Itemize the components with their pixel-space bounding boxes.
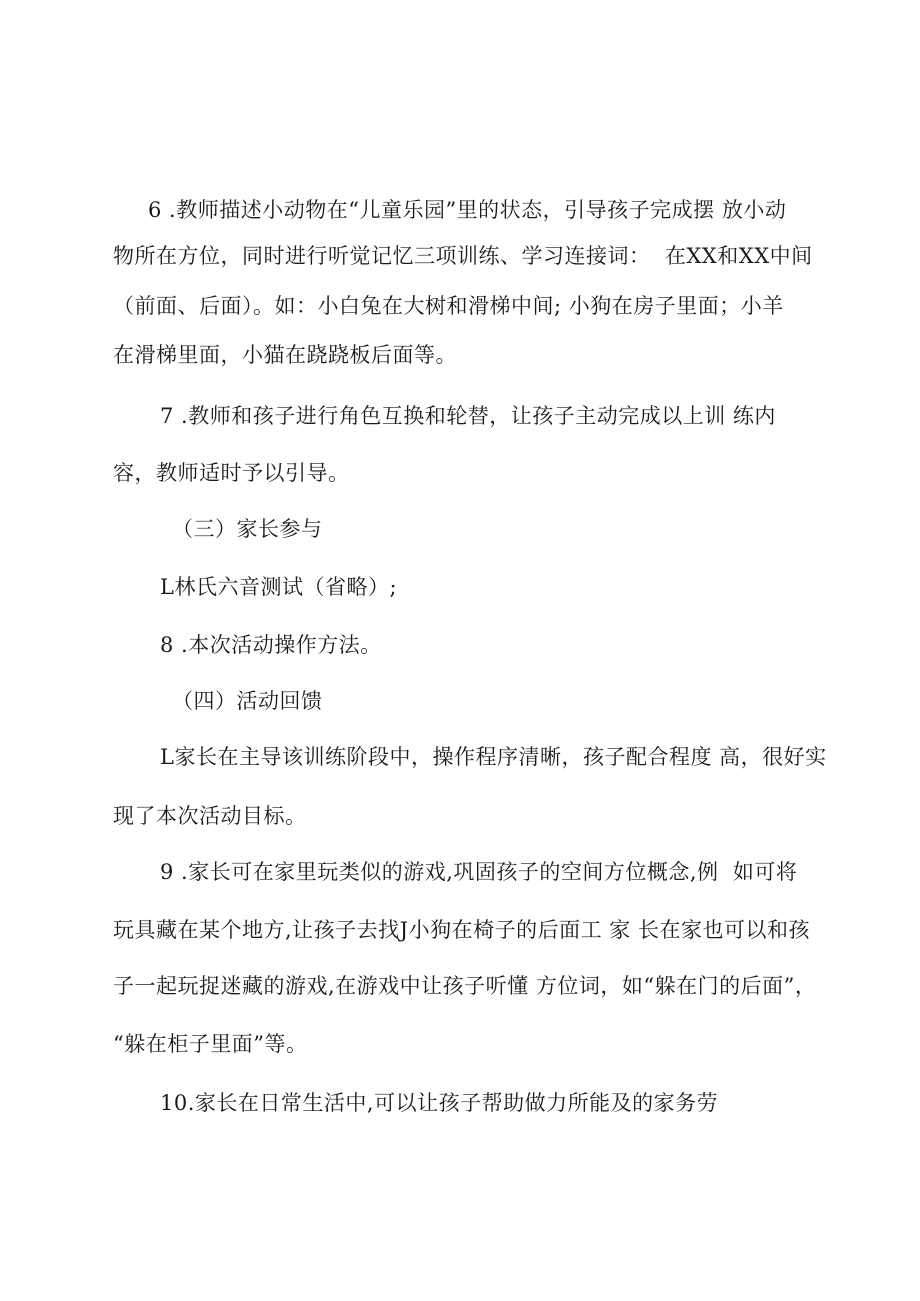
item-l1-line: L林氏六音测试（省略）; <box>160 575 398 599</box>
item-7-line-1: 7 .教师和孩子进行角色互换和轮替，让孩子主动完成以上训 练内 <box>160 404 776 428</box>
item-l2-line-2: 现了本次活动目标。 <box>113 804 307 828</box>
item-l2-line-1: L家长在主导该训练阶段中，操作程序清晰，孩子配合程度 高，很好实 <box>160 745 827 769</box>
item-9-line-1: 9 .家长可在家里玩类似的游戏,巩固孩子的空间方位概念,例 如可将 <box>160 860 798 884</box>
item-9-line-2: 玩具藏在某个地方,让孩子去找J小狗在椅子的后面工 家 长在家也可以和孩 <box>113 918 810 942</box>
item-7-line-2: 容，教师适时予以引导。 <box>113 461 350 485</box>
item-9-line-4: “躲在柜子里面”等。 <box>113 1032 308 1056</box>
item-6-line-4: 在滑梯里面，小猫在跷跷板后面等。 <box>113 343 457 367</box>
item-6-line-1: 6 .教师描述小动物在“儿童乐园”里的状态，引导孩子完成摆 放小动 <box>148 198 787 222</box>
section-3-heading: （三）家长参与 <box>172 517 323 541</box>
item-8-line: 8 .本次活动操作方法。 <box>160 633 382 657</box>
item-6-line-3: （前面、后面）。如：小白兔在大树和滑梯中间; 小狗在房子里面；小羊 <box>113 294 784 318</box>
item-10-line: 10.家长在日常生活中,可以让孩子帮助做力所能及的家务劳 <box>160 1091 719 1115</box>
section-4-heading: （四）活动回馈 <box>172 689 323 713</box>
item-9-line-3: 子一起玩捉迷藏的游戏,在游戏中让孩子听懂 方位词，如“躲在门的后面”， <box>113 974 817 998</box>
item-6-line-2: 物所在方位，同时进行听觉记忆三项训练、学习连接词： 在XX和XX中间 <box>113 244 813 268</box>
